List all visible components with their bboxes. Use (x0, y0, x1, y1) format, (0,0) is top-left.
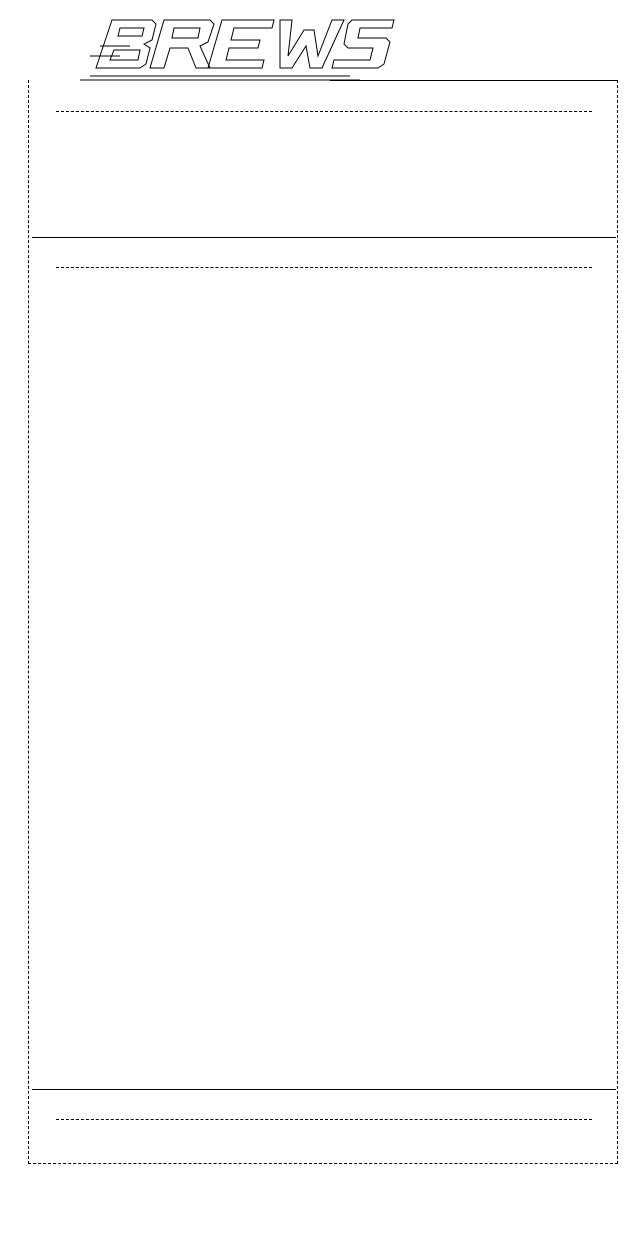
divider (32, 237, 616, 238)
url-row (48, 216, 56, 228)
title-underline (56, 111, 592, 112)
nfo-frame (28, 80, 618, 1164)
brews-logo (60, 6, 400, 86)
greetings-underline (56, 1119, 592, 1120)
description-underline (56, 267, 592, 268)
divider (32, 1089, 616, 1090)
